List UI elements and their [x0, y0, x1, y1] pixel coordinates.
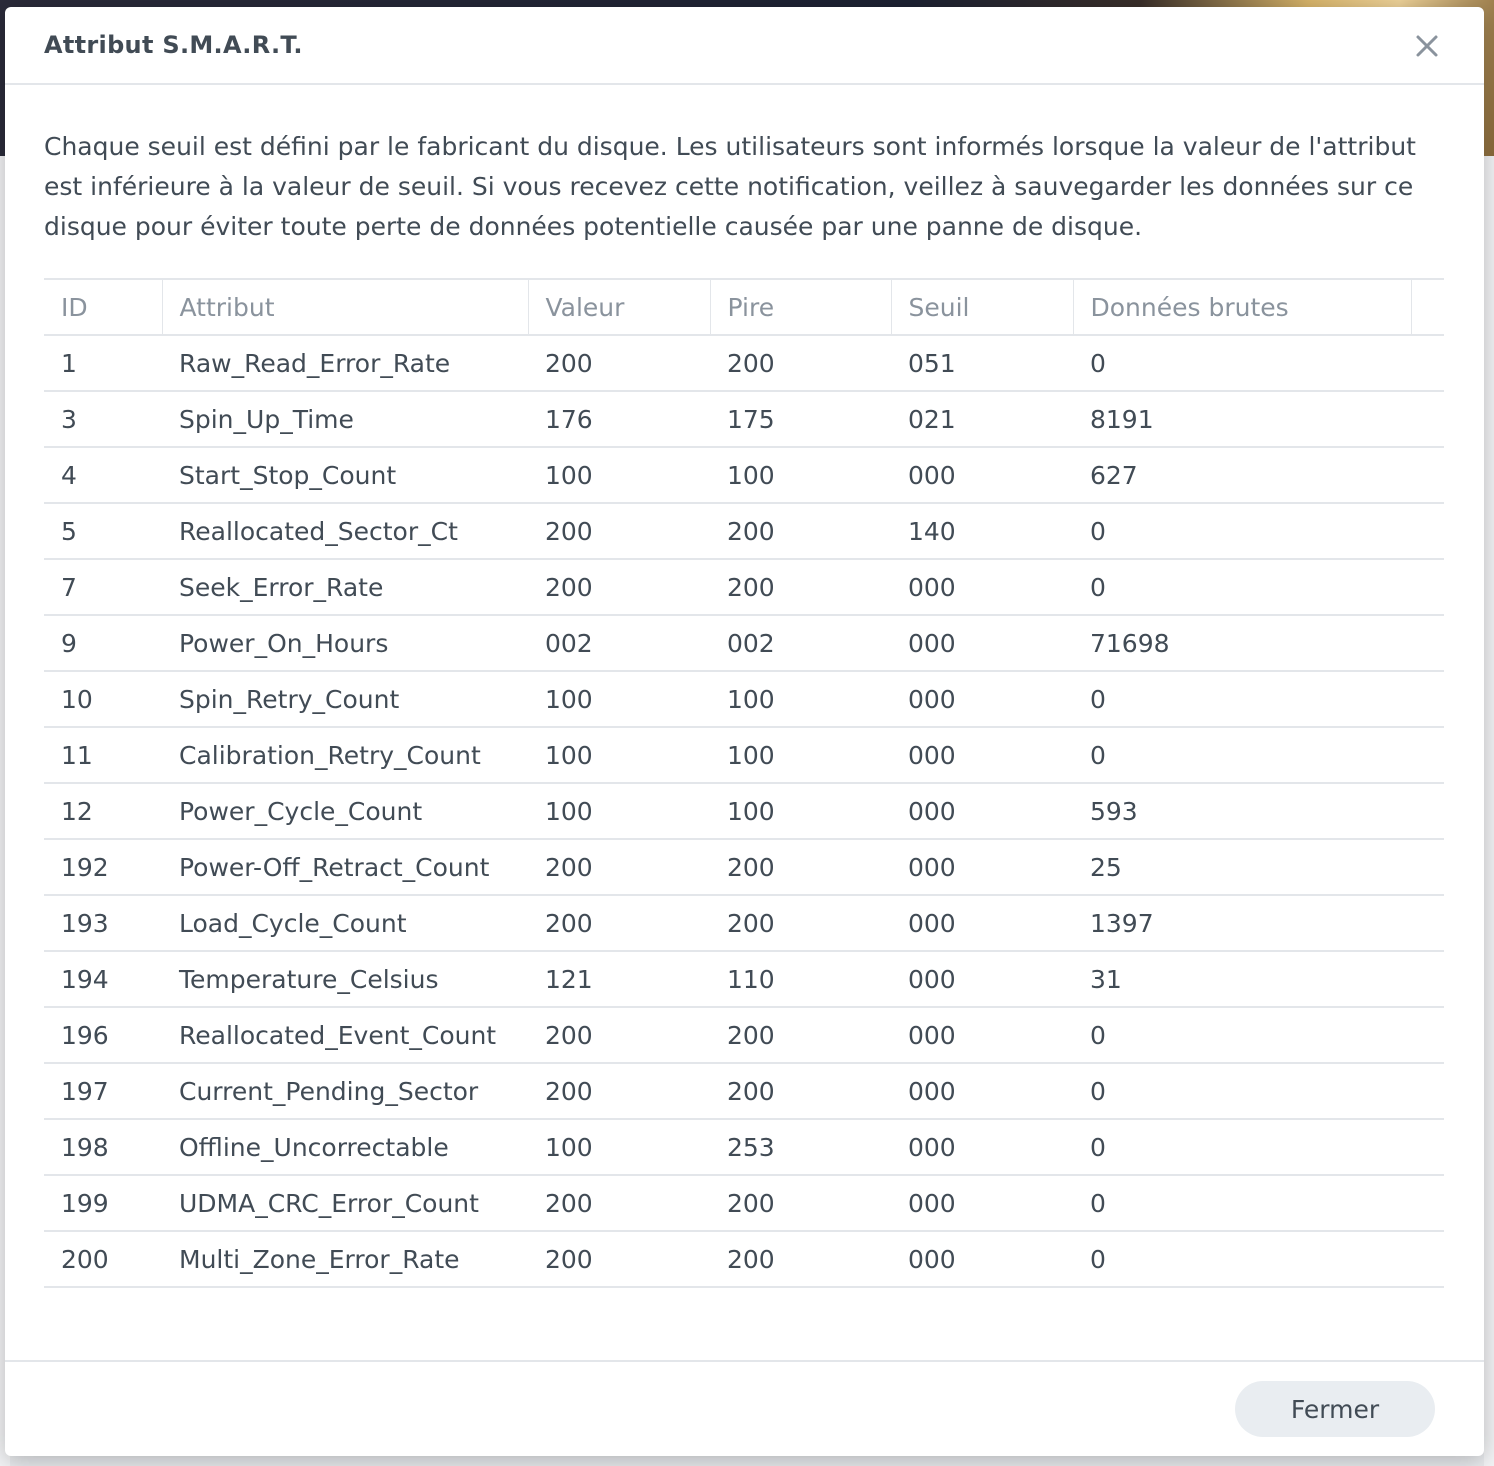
- table-row[interactable]: [44, 503, 1444, 559]
- table-cell: 0: [1073, 559, 1411, 615]
- table-cell: 000: [891, 839, 1073, 895]
- table-cell-filler: [1411, 1063, 1444, 1119]
- table-cell-filler: [1411, 951, 1444, 1007]
- table-cell: 140: [891, 503, 1073, 559]
- table-cell: 000: [891, 951, 1073, 1007]
- table-cell: 021: [891, 391, 1073, 447]
- dialog-description: Chaque seuil est défini par le fabricant du disque. Les utilisateurs sont informés lorsque la valeur de l'attribut est inférieure à la valeur de seuil. Si vous recevez cette notification, veillez à sauvegarder les données sur ce disque pour éviter toute perte de données potentielle causée par une panne de disque.: [44, 132, 1416, 241]
- table-row[interactable]: [44, 1063, 1444, 1119]
- table-cell: 11: [44, 727, 162, 783]
- table-cell: Calibration_Retry_Count: [162, 727, 528, 783]
- column-header[interactable]: Données brutes: [1073, 279, 1411, 335]
- table-row[interactable]: [44, 1175, 1444, 1231]
- table-cell: 200: [710, 1007, 891, 1063]
- table-row[interactable]: [44, 335, 1444, 391]
- table-cell: Reallocated_Event_Count: [162, 1007, 528, 1063]
- table-cell: 0: [1073, 1231, 1411, 1287]
- table-row[interactable]: [44, 559, 1444, 615]
- table-row[interactable]: [44, 1007, 1444, 1063]
- table-cell: 000: [891, 447, 1073, 503]
- smart-attributes-dialog: [5, 7, 1484, 1456]
- table-cell: 627: [1073, 447, 1411, 503]
- table-cell: 593: [1073, 783, 1411, 839]
- table-cell: 194: [44, 951, 162, 1007]
- table-cell: 200: [528, 559, 710, 615]
- table-cell: 253: [710, 1119, 891, 1175]
- table-cell: Raw_Read_Error_Rate: [162, 335, 528, 391]
- table-cell: 200: [528, 1175, 710, 1231]
- table-cell: 000: [891, 1175, 1073, 1231]
- column-header[interactable]: Seuil: [891, 279, 1073, 335]
- table-cell: 0: [1073, 503, 1411, 559]
- table-cell: 000: [891, 727, 1073, 783]
- table-cell: 002: [528, 615, 710, 671]
- table-cell: 200: [710, 1063, 891, 1119]
- table-cell: 110: [710, 951, 891, 1007]
- table-cell: 8191: [1073, 391, 1411, 447]
- table-cell: 000: [891, 559, 1073, 615]
- table-cell: Start_Stop_Count: [162, 447, 528, 503]
- table-cell: 0: [1073, 1119, 1411, 1175]
- close-icon[interactable]: [1410, 29, 1444, 63]
- table-cell: 25: [1073, 839, 1411, 895]
- background-window-right: [1484, 156, 1494, 1466]
- table-cell: Temperature_Celsius: [162, 951, 528, 1007]
- table-cell: 100: [528, 727, 710, 783]
- table-cell-filler: [1411, 335, 1444, 391]
- table-body: [44, 335, 1444, 1287]
- table-cell: 0: [1073, 1007, 1411, 1063]
- table-cell: 31: [1073, 951, 1411, 1007]
- table-row[interactable]: [44, 839, 1444, 895]
- table-cell-filler: [1411, 615, 1444, 671]
- table-cell-filler: [1411, 1231, 1444, 1287]
- table-row[interactable]: [44, 783, 1444, 839]
- table-row[interactable]: [44, 895, 1444, 951]
- column-header[interactable]: ID: [44, 279, 162, 335]
- table-cell: 200: [710, 895, 891, 951]
- table-cell: 7: [44, 559, 162, 615]
- table-cell: 192: [44, 839, 162, 895]
- table-cell: 9: [44, 615, 162, 671]
- table-row[interactable]: [44, 391, 1444, 447]
- table-cell: 5: [44, 503, 162, 559]
- table-cell: 3: [44, 391, 162, 447]
- table-cell: 0: [1073, 727, 1411, 783]
- table-cell: 002: [710, 615, 891, 671]
- table-row[interactable]: [44, 671, 1444, 727]
- table-cell-filler: [1411, 783, 1444, 839]
- table-cell: 0: [1073, 1175, 1411, 1231]
- table-cell: 100: [710, 671, 891, 727]
- column-header[interactable]: Attribut: [162, 279, 528, 335]
- table-cell-filler: [1411, 1007, 1444, 1063]
- table-cell: Multi_Zone_Error_Rate: [162, 1231, 528, 1287]
- table-cell: 200: [710, 839, 891, 895]
- table-cell: Current_Pending_Sector: [162, 1063, 528, 1119]
- table-cell: 198: [44, 1119, 162, 1175]
- table-row[interactable]: [44, 1231, 1444, 1287]
- table-cell-filler: [1411, 559, 1444, 615]
- table-cell: Offline_Uncorrectable: [162, 1119, 528, 1175]
- dialog-header: [5, 7, 1484, 85]
- table-cell: 200: [528, 503, 710, 559]
- table-cell: 200: [528, 839, 710, 895]
- table-cell: 100: [710, 727, 891, 783]
- table-cell: 000: [891, 1119, 1073, 1175]
- table-cell: 100: [528, 671, 710, 727]
- column-header-filler: [1411, 279, 1444, 335]
- table-cell: 000: [891, 895, 1073, 951]
- table-cell: 12: [44, 783, 162, 839]
- table-cell: 000: [891, 671, 1073, 727]
- table-cell: 200: [710, 1175, 891, 1231]
- table-cell-filler: [1411, 839, 1444, 895]
- table-cell: 051: [891, 335, 1073, 391]
- table-cell: Load_Cycle_Count: [162, 895, 528, 951]
- table-cell: 100: [528, 1119, 710, 1175]
- table-cell: UDMA_CRC_Error_Count: [162, 1175, 528, 1231]
- table-cell: 199: [44, 1175, 162, 1231]
- table-row[interactable]: [44, 1119, 1444, 1175]
- table-cell: 0: [1073, 335, 1411, 391]
- table-cell: Seek_Error_Rate: [162, 559, 528, 615]
- table-cell: 196: [44, 1007, 162, 1063]
- table-cell: 200: [710, 1231, 891, 1287]
- table-cell: 100: [710, 783, 891, 839]
- table-cell: 200: [528, 1231, 710, 1287]
- table-cell: 000: [891, 1063, 1073, 1119]
- table-cell: 200: [710, 335, 891, 391]
- dialog-title: Attribut S.M.A.R.T.: [44, 31, 303, 59]
- table-header-row: [44, 279, 1444, 335]
- table-cell: 200: [528, 1063, 710, 1119]
- table-cell: 100: [710, 447, 891, 503]
- dialog-footer: [5, 1360, 1484, 1456]
- column-header[interactable]: Pire: [710, 279, 891, 335]
- table-cell: 200: [710, 559, 891, 615]
- table-cell: 0: [1073, 1063, 1411, 1119]
- table-cell: 176: [528, 391, 710, 447]
- table-cell: 0: [1073, 671, 1411, 727]
- table-cell: 000: [891, 1007, 1073, 1063]
- table-cell: 200: [528, 895, 710, 951]
- table-cell: 4: [44, 447, 162, 503]
- table-cell: 000: [891, 783, 1073, 839]
- table-cell: Power-Off_Retract_Count: [162, 839, 528, 895]
- column-header[interactable]: Valeur: [528, 279, 710, 335]
- table-cell-filler: [1411, 895, 1444, 951]
- table-cell-filler: [1411, 1175, 1444, 1231]
- table-cell: Power_Cycle_Count: [162, 783, 528, 839]
- table-cell: 000: [891, 615, 1073, 671]
- close-button[interactable]: Fermer: [1235, 1381, 1435, 1437]
- table-cell: Reallocated_Sector_Ct: [162, 503, 528, 559]
- table-cell: 200: [528, 1007, 710, 1063]
- table-cell: Spin_Up_Time: [162, 391, 528, 447]
- table-cell: 197: [44, 1063, 162, 1119]
- table-cell: 100: [528, 783, 710, 839]
- table-cell: 200: [710, 503, 891, 559]
- table-row[interactable]: [44, 951, 1444, 1007]
- smart-table: [44, 278, 1444, 1288]
- table-cell: Power_On_Hours: [162, 615, 528, 671]
- table-cell: 200: [528, 335, 710, 391]
- smart-table-container: [44, 278, 1444, 1288]
- table-cell: 193: [44, 895, 162, 951]
- table-cell: 1397: [1073, 895, 1411, 951]
- table-cell-filler: [1411, 671, 1444, 727]
- table-cell: 100: [528, 447, 710, 503]
- table-row[interactable]: [44, 727, 1444, 783]
- table-cell-filler: [1411, 447, 1444, 503]
- table-cell: 175: [710, 391, 891, 447]
- table-cell-filler: [1411, 1119, 1444, 1175]
- table-cell: Spin_Retry_Count: [162, 671, 528, 727]
- table-cell: 121: [528, 951, 710, 1007]
- table-row[interactable]: [44, 447, 1444, 503]
- table-cell: 1: [44, 335, 162, 391]
- table-cell: 71698: [1073, 615, 1411, 671]
- table-cell: 200: [44, 1231, 162, 1287]
- table-cell: 000: [891, 1231, 1073, 1287]
- table-cell-filler: [1411, 503, 1444, 559]
- table-row[interactable]: [44, 615, 1444, 671]
- table-cell-filler: [1411, 727, 1444, 783]
- table-cell-filler: [1411, 391, 1444, 447]
- table-cell: 10: [44, 671, 162, 727]
